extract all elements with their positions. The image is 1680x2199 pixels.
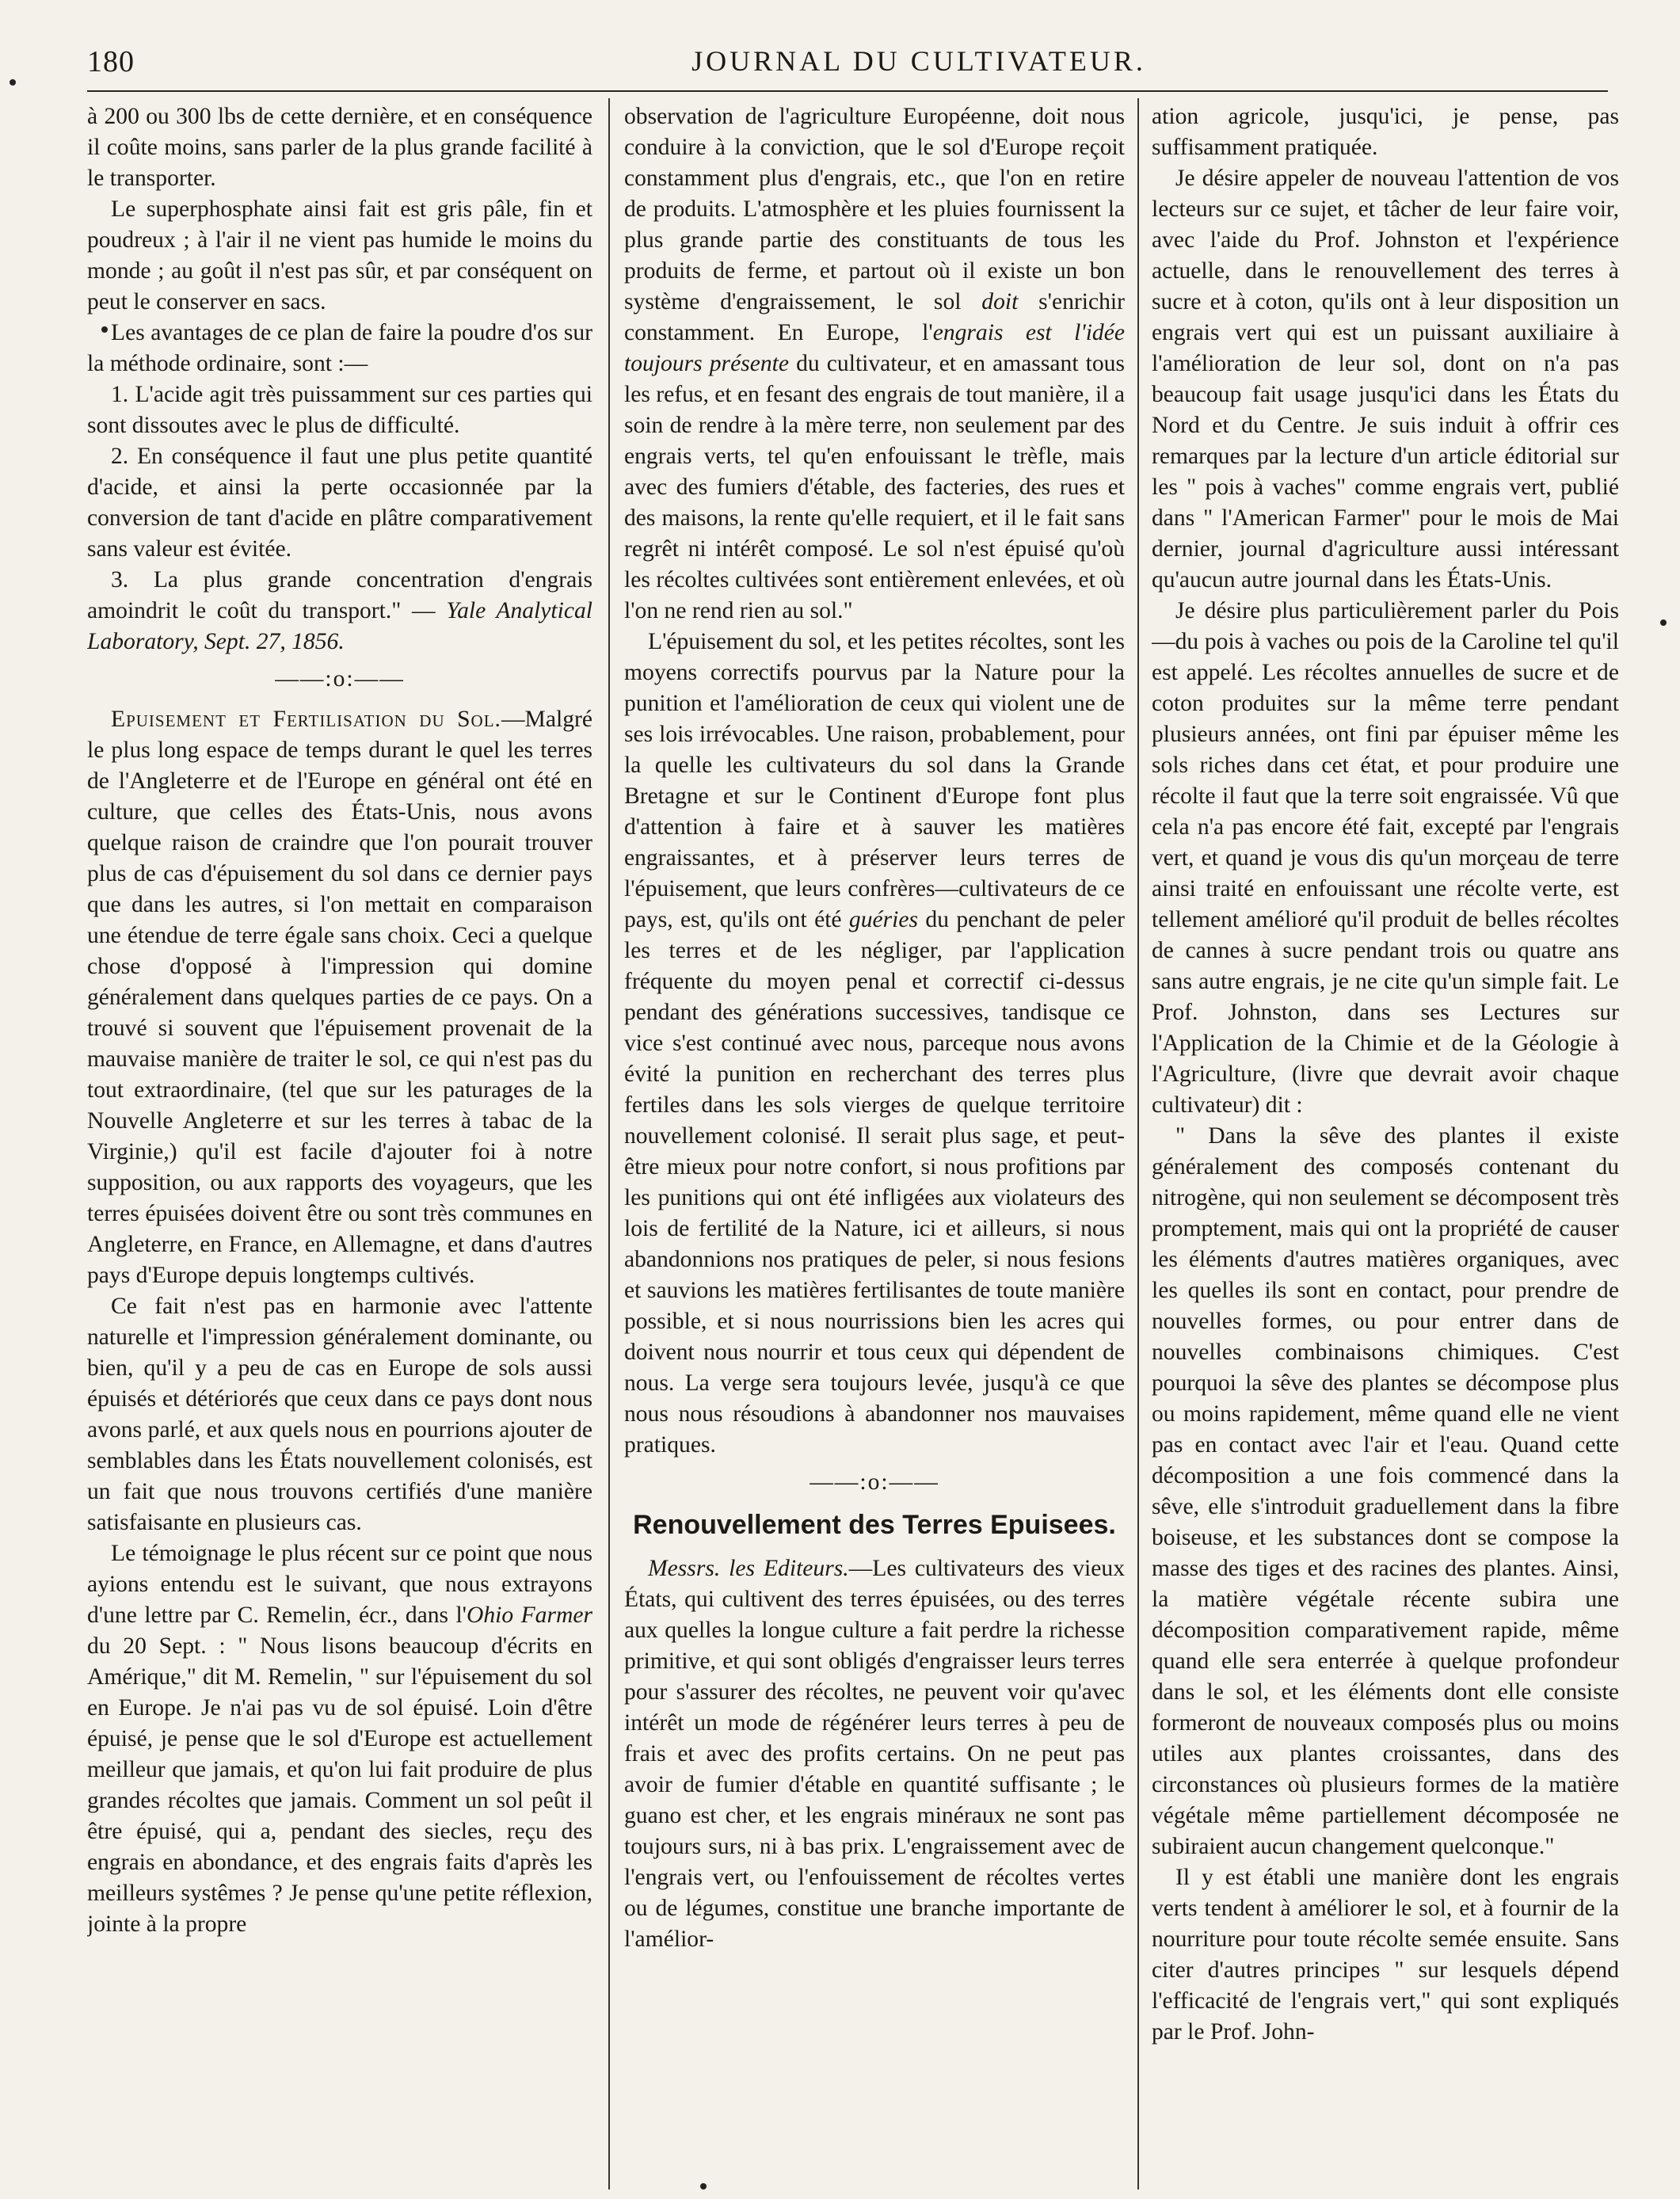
paragraph: Le superphosphate ainsi fait est gris pâle, fin et poudreux ; à l'air il ne vient pas humide le moins du monde ; au goût il n'est pas sûr, et par conséquent on peut le conserver en sacs. [87, 196, 592, 314]
column-rule-right [1137, 98, 1139, 2189]
paragraph [87, 1538, 592, 1940]
running-head: JOURNAL DU CULTIVATEUR. [691, 45, 1146, 77]
paragraph: 2. En conséquence il faut une plus petite quantité d'acide, et ainsi la perte occasionnée par la conversion de tant d'acide en plâtre comparativement sans valeur est évitée. [87, 444, 592, 562]
column-rule-left [608, 98, 610, 2189]
paragraph-text: s'enrichir constamment. En Europe, l' [624, 289, 1125, 345]
column-2 [624, 101, 1125, 2193]
article-heading: Epuisement et Fertilisation du Sol. [111, 707, 501, 732]
paragraph: Les avantages de ce plan de faire la poudre d'os sur la méthode ordinaire, sont :— [87, 320, 592, 376]
paragraph-text: du penchant de peler les terres et de les négliger, par l'application fréquente du moyen penal et correctif ci-dessus pendant des générations successives, tandisque ce vice s'est continué avec nous, parceque nous avons évité la punition en recherchant des terres plus fertiles dans les sols vierges de quelque territoire nouvellement colonisé. Il serait plus sage, et peut-être mieux pour notre confort, si nous profitions par les punitions qui ont été infligées aux violateurs des lois de fertilité de la Nature, ici et ailleurs, si nous abandonnions nos pratiques de peler, si nous fesions et sauvions les matières fertilisantes de toute manière possible, et si nous nourrissions bien les acres qui doivent nous nourrir et tous ceux qui dépendent de nous. La verge sera toujours levée, jusqu'à ce que nous nous résoudions à abandonner nos mauvaises pratiques. [624, 907, 1125, 1458]
margin-dot [10, 79, 16, 86]
paragraph [624, 101, 1125, 627]
paragraph: Je désire plus particulièrement parler du Pois—du pois à vaches ou pois de la Caroline tel qu'il est appelé. Les récoltes annuelles de sucre et de coton produites sur la même terre pendant plusieurs années, ont fini par épuiser même les sols riches dans cet état, et pour produire une récolte il faut que la terre soit engraissée. Vû que cela n'a pas encore été fait, excepté par l'engrais vert, et quand je vous dis qu'un morçeau de terre ainsi traité en enfouissant une récolte verte, est tellement amélioré qu'il produit de belles récoltes de cannes à sucre pendant trois ou quatre ans sans autre engrais, je ne cite qu'un simple fait. Le Prof. Johnston, dans ses Lectures sur l'Application de la Chimie et de la Géologie à l'Agriculture, (livre que devrait avoir chaque cultivateur) dit : [1152, 598, 1619, 1118]
emphasis: doit [981, 289, 1019, 314]
paragraph [87, 704, 592, 1291]
section-separator: ——:o:—— [810, 1469, 939, 1495]
paragraph: 1. L'acide agit très puissamment sur ces parties qui sont dissoutes avec le plus de difficulté. [87, 382, 592, 438]
quotation: " Dans la sêve des plantes il existe généralement des composés contenant du nitrogène, qui non seulement se décomposent très promptement, mais qui ont la propriété de causer les éléments d'autres matières organiques, avec les quelles ils sont en contact, pour prendre de nouvelles formes, ou pour entrer dans de nouvelles combinaisons chimiques. C'est pourquoi la sêve des plantes se décompose plus ou moins rapidement, même quand elle ne vient pas en contact avec l'air et l'eau. Quand cette décomposition a une fois commencé dans la sêve, elle s'introduit graduellement dans la fibre boiseuse, et les substances dont se compose la masse des tiges et des racines des plantes. Ainsi, la matière végétale récente subira une décomposition comparativement rapide, même quand elle sera enterrée à quelque profondeur dans le sol, et les éléments dont elle consiste formeront de nouveaux composés plus ou moins utiles aux plantes croissantes, dans des circonstances où plusieurs formes de la matière végétale même partiellement décomposée ne subiraient aucun changement quelconque." [1152, 1123, 1619, 1859]
header-rule [87, 90, 1608, 92]
paragraph: Ce fait n'est pas en harmonie avec l'attente naturelle et l'impression généralement dominante, ou bien, qu'il y a peu de cas en Europe de sols aussi épuisés et détériorés que ceux dans ce pays dont nous avons parlé, et aux quels nous en pourrions ajouter de semblables dans les États nouvellement colonisés, est un fait que nous trouvons certifiés d'une manière satisfaisante en plusieurs cas. [87, 1294, 592, 1535]
paragraph-text: —Malgré le plus long espace de temps durant le quel les terres de l'Angleterre et de l'Europe en général ont été en culture, que celles des États-Unis, nous avons quelque raison de craindre que l'on pourait trouver plus de cas d'épuisement du sol dans ce dernier pays que dans les autres, si l'on mettait en comparaison une étendue de terre égale sans choix. Ceci a quelque chose d'opposé à l'impression qui domine généralement dans quelques parties de ce pays. On a trouvé si souvent que l'épuisement provenait de la mauvaise manière de traiter le sol, ce qui n'est pas du tout extraordinaire, (tel que sur les paturages de la Nouvelle Angleterre et sur les terres à tabac de la Virginie,) qu'il est facile d'ajouter foi à notre supposition, ou aux rapports des voyageurs, que les terres épuisées doivent être ou sont très communes en Angleterre, en France, en Allemagne, et dans d'autres pays d'Europe depuis longtemps cultivés. [87, 707, 592, 1288]
paragraph: Il y est établi une manière dont les engrais verts tendent à améliorer le sol, et à fournir de la nourriture pour toute récolte semée ensuite. Sans citer d'autres principes " sur lesquels dépend l'efficacité de l'engrais vert," qui sont expliqués par le Prof. John- [1152, 1865, 1619, 2045]
paragraph: Je désire appeler de nouveau l'attention de vos lecteurs sur ce sujet, et tâcher de leur faire voir, avec l'aide du Prof. Johnston et l'expérience actuelle, dans le renouvellement des terres à sucre et à coton, qu'ils ont à leur disposition un engrais vert qui est un puissant auxiliaire à l'amélioration de leur sol, dont on n'a pas beaucoup fait usage jusqu'ici dans les États du Nord et du Centre. Je suis induit à offrir ces remarques par la lecture d'un article éditorial sur les " pois à vaches" comme engrais vert, publié dans " l'American Farmer" pour le mois de Mai dernier, journal d'agriculture aussi intéressant qu'aucun autre journal dans les États-Unis. [1152, 166, 1619, 593]
paragraph-text: L'épuisement du sol, et les petites récoltes, sont les moyens correctifs pourvus par la Nature pour la punition et l'amélioration de ceux qui violent une de ses lois irrévocables. Une raison, probablement, pour la quelle les cultivateurs du sol dans la Grande Bretagne et sur le Continent d'Europe font plus d'attention à faire et à sauver les matières engraissantes, et à préserver leurs terres de l'épuisement, que leurs confrères—cultivateurs de ce pays, est, qu'ils ont été [624, 629, 1125, 932]
article-title: Renouvellement des Terres Epuisees. [633, 1510, 1116, 1540]
paragraph [87, 565, 592, 657]
paragraph-text: 3. La plus grande concentration d'engrais amoindrit le coût du transport." — [87, 567, 592, 623]
paragraph: à 200 ou 300 lbs de cette dernière, et en conséquence il coûte moins, sans parler de la plus grande facilité à le transporter. [87, 104, 592, 191]
salutation: Messrs. les Editeurs. [648, 1556, 849, 1581]
paragraph-text: du 20 Sept. : " Nous lisons beaucoup d'écrits en Amérique," dit M. Remelin, " sur l'épuisement du sol en Europe. Je n'ai pas vu de sol épuisé. Loin d'être épuisé, je pense que le sol d'Europe est actuellement meilleur que jamais, et qu'on lui fait produire de plus grandes récoltes que jamais. Comment un sol peût il être épuisé, qui a, pendant des siecles, reçu des engrais en abondance, et des engrais faits d'après les meilleurs systêmes ? Je pense qu'une petite réflexion, jointe à la propre [87, 1633, 592, 1937]
paragraph-text: du cultivateur, et en amassant tous les refus, et en fesant des engrais de tout manière, il a soin de rendre à la mère terre, non seulement par des engrais verts, tel qu'en enfouissant le trèfle, mais avec des fumiers d'étable, des facteries, des rues et des maisons, la rente qu'elle requiert, et il le fait sans regrêt ni intérêt composé. Le sol n'est épuisé qu'où les récoltes cultivées sont entièrement enlevées, et où l'on ne rend rien au sol." [624, 351, 1125, 623]
paragraph-text: —Les cultivateurs des vieux États, qui cultivent des terres épuisées, ou des terres aux quelles la longue culture a fait perdre la richesse primitive, et qui sont obligés d'engraisser leurs terres pour s'assurer des récoltes, ne peuvent voir qu'avec intérêt un mode de régénérer leurs terres à peu de frais et avec des profits certains. On ne peut pas avoir de fumier d'étable en quantité suffisante ; le guano est cher, et les engrais minéraux ne sont pas toujours surs, ni à bas prix. L'engraissement avec de l'engrais vert, ou l'enfouissement de récoltes vertes ou de légumes, constitue une branche importante de l'amélior- [624, 1556, 1125, 1952]
journal-name: Ohio Farmer [467, 1603, 592, 1628]
section-separator: ——:o:—— [275, 666, 405, 692]
emphasis: guéries [848, 907, 919, 932]
paragraph [624, 627, 1125, 1461]
column-3 [1152, 101, 1619, 2193]
paragraph-text: observation de l'agriculture Européenne, doit nous conduire à la conviction, que le sol d'Europe reçoit constamment plus d'engrais, etc., que l'on en retire de produits. L'atmosphère et les pluies fournissent la plus grande partie des constituants de tous les produits de ferme, et partout où il existe un bon système d'engraissement, le sol [624, 104, 1125, 314]
emphasis: engrais est l'idée toujours présente [624, 320, 1125, 376]
paragraph [624, 1553, 1125, 1955]
page-header [87, 44, 1608, 86]
column-1 [87, 101, 592, 2193]
paragraph-text: Le témoignage le plus récent sur ce point que nous ayions entendu est le suivant, que nous extrayons d'une lettre par C. Remelin, écr., dans l' [87, 1541, 592, 1628]
margin-dot [1660, 619, 1667, 626]
source-citation: Yale Analytical Laboratory, Sept. 27, 1856. [87, 598, 592, 654]
page-number: 180 [87, 45, 135, 78]
paragraph: ation agricole, jusqu'ici, je pense, pas suffisamment pratiquée. [1152, 104, 1619, 160]
